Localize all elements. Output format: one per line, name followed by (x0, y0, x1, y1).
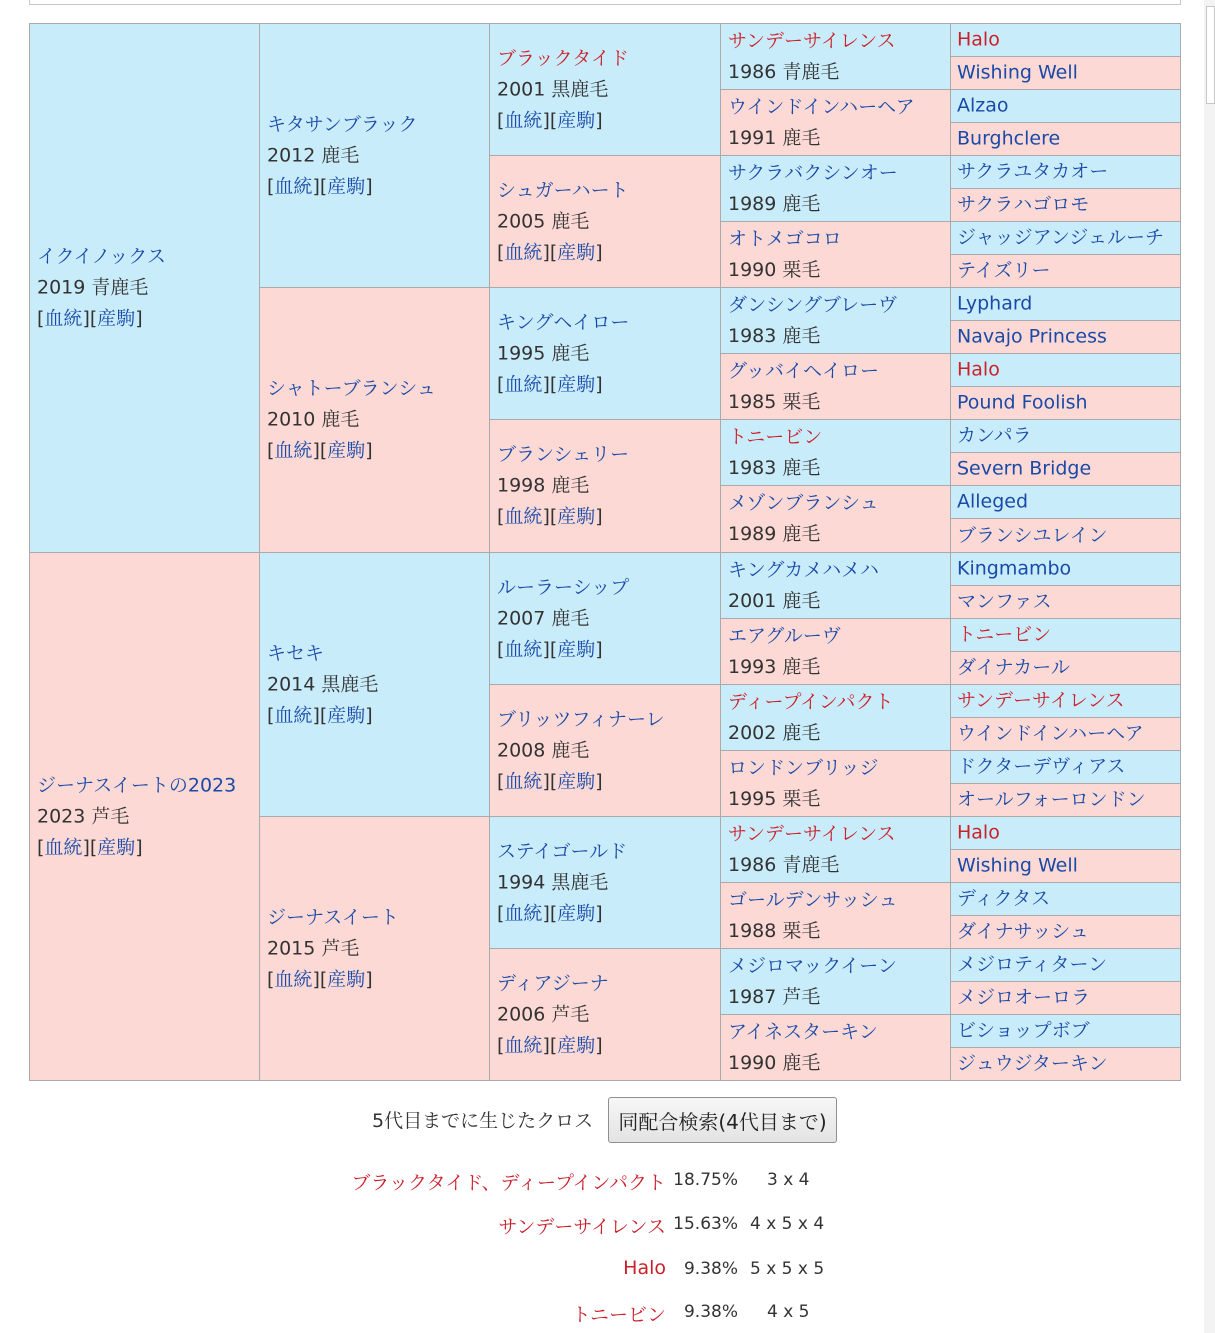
bloodline-link[interactable]: 血統 (274, 439, 313, 462)
horse-birth-color: 1991 鹿毛 (728, 126, 821, 149)
horse-birth-color: 2015 芦毛 (267, 937, 360, 959)
pedigree-cell-gen3 (489, 155, 722, 288)
horse-name-link[interactable]: ジーナスイートの2023 (37, 774, 237, 796)
cross-horse-name: ブラックタイド、ディープインパクト (351, 1172, 666, 1194)
scrollbar-thumb[interactable] (1206, 6, 1215, 104)
bloodline-link[interactable]: 血統 (504, 1034, 543, 1056)
horse-birth-color: 1990 栗毛 (728, 258, 821, 281)
progeny-link[interactable]: 産駒 (327, 175, 366, 197)
pedigree-cell-gen5 (950, 56, 1181, 90)
horse-name-link[interactable]: Wishing Well (957, 61, 1078, 84)
horse-birth-color: 2019 青鹿毛 (37, 276, 149, 299)
pedigree-cell-gen5 (950, 882, 1181, 916)
horse-links: [血統][産駒] (37, 307, 143, 330)
horse-name-link[interactable]: オールフォーロンドン (957, 788, 1146, 811)
pedigree-cell-gen1 (29, 23, 261, 553)
horse-birth-color: 2007 鹿毛 (497, 607, 590, 629)
horse-entry (497, 307, 629, 400)
horse-name-link[interactable]: ルーラーシップ (497, 576, 630, 598)
horse-links: [血統][産駒] (497, 109, 603, 131)
horse-birth-color: 2006 芦毛 (497, 1003, 590, 1025)
bloodline-link[interactable]: 血統 (504, 770, 543, 792)
pedigree-cell-gen4 (720, 816, 952, 883)
pedigree-cell-gen4 (720, 23, 952, 90)
cross-generations: 4 x 5 (767, 1302, 810, 1322)
progeny-link[interactable]: 産駒 (557, 902, 596, 924)
bloodline-link[interactable]: 血統 (274, 968, 313, 990)
horse-name-link[interactable]: アイネスターキン (728, 1020, 878, 1043)
progeny-link[interactable]: 産駒 (97, 307, 136, 330)
pedigree-cell-gen5 (950, 783, 1181, 817)
horse-birth-color: 1986 青鹿毛 (728, 60, 840, 83)
pedigree-cell-gen2 (259, 287, 491, 553)
horse-birth-color: 1989 鹿毛 (728, 192, 821, 215)
bloodline-link[interactable]: 血統 (274, 704, 313, 726)
horse-birth-color: 2012 鹿毛 (267, 144, 360, 166)
pedigree-cell-gen4 (720, 684, 952, 751)
horse-entry (728, 555, 879, 617)
progeny-link[interactable]: 産駒 (557, 109, 596, 131)
horse-name-link[interactable]: マンファス (957, 590, 1052, 613)
horse-entry (497, 704, 665, 797)
bloodline-link[interactable]: 血統 (44, 307, 83, 330)
horse-name-link[interactable]: Halo (957, 821, 1000, 844)
horse-birth-color: 1998 鹿毛 (497, 474, 590, 497)
horse-name-link[interactable]: Halo (957, 28, 1000, 51)
horse-name-link[interactable]: ゴールデンサッシュ (728, 888, 898, 911)
horse-name-link[interactable]: Pound Foolish (957, 391, 1088, 414)
pedigree-cell-gen5 (950, 419, 1181, 453)
horse-links: [血統][産駒] (497, 241, 603, 263)
horse-name-link[interactable]: キングヘイロー (497, 311, 630, 333)
progeny-link[interactable]: 産駒 (327, 439, 366, 462)
pedigree-cell-gen2 (259, 552, 491, 817)
horse-name-link[interactable]: Alleged (957, 490, 1029, 513)
pedigree-cell-gen1 (29, 552, 261, 1081)
pedigree-cell-gen5 (950, 981, 1181, 1015)
horse-entry (728, 621, 841, 683)
cross-percentage: 9.38% (683, 1302, 738, 1322)
horse-birth-color: 1983 鹿毛 (728, 456, 821, 479)
progeny-link[interactable]: 産駒 (97, 836, 136, 858)
pedigree-cell-gen4 (720, 353, 952, 420)
cross-percentage: 9.38% (683, 1259, 738, 1279)
horse-birth-color: 1986 青鹿毛 (728, 853, 840, 876)
pedigree-cell-gen5 (950, 23, 1181, 57)
pedigree-cell-gen5 (950, 618, 1181, 652)
horse-name-link[interactable]: Navajo Princess (957, 325, 1107, 348)
horse-birth-color: 2001 黒鹿毛 (497, 78, 609, 100)
pedigree-cell-gen2 (259, 816, 491, 1081)
horse-name-link[interactable]: キタサンブラック (267, 113, 418, 135)
horse-name-link[interactable]: Wishing Well (957, 854, 1078, 877)
progeny-link[interactable]: 産駒 (557, 770, 596, 792)
pedigree-cell-gen4 (720, 1014, 952, 1081)
horse-name-link[interactable]: サクラバクシンオー (728, 161, 898, 184)
pedigree-cell-gen2 (259, 23, 491, 288)
progeny-link[interactable]: 産駒 (557, 638, 596, 660)
horse-entry (267, 902, 399, 995)
horse-name-link[interactable]: ブラックタイド (497, 47, 629, 69)
pedigree-table (29, 23, 1181, 1080)
horse-birth-color: 1995 鹿毛 (497, 342, 590, 364)
horse-name-link[interactable]: ドクターデヴィアス (957, 755, 1126, 778)
horse-name-link[interactable]: ウインドインハーヘア (957, 722, 1144, 745)
horse-name-link[interactable]: シャトーブランシュ (267, 377, 436, 400)
horse-birth-color: 2010 鹿毛 (267, 408, 360, 431)
horse-name-link[interactable]: ジュウジターキン (957, 1052, 1108, 1075)
horse-birth-color: 1985 栗毛 (728, 390, 821, 413)
pedigree-cell-gen5 (950, 518, 1181, 553)
progeny-link[interactable]: 産駒 (327, 704, 366, 726)
horse-birth-color: 2005 鹿毛 (497, 210, 590, 232)
horse-name-link[interactable]: ディクタス (957, 887, 1051, 910)
horse-birth-color: 1983 鹿毛 (728, 324, 821, 347)
pedigree-cell-gen4 (720, 419, 952, 486)
horse-name-link[interactable]: キングカメハメハ (728, 558, 880, 581)
horse-links: [血統][産駒] (497, 373, 603, 395)
pedigree-cell-gen3 (489, 948, 722, 1081)
horse-links: [血統][産駒] (497, 1034, 603, 1056)
horse-name-link[interactable]: メジロマックイーン (728, 954, 897, 977)
pedigree-cell-gen5 (950, 452, 1181, 486)
pedigree-cell-gen5 (950, 552, 1181, 586)
horse-name-link[interactable]: Kingmambo (957, 557, 1072, 580)
horse-name-link[interactable]: ビショップボブ (957, 1019, 1090, 1042)
horse-birth-color: 1994 黒鹿毛 (497, 871, 609, 893)
pedigree-cell-gen5 (950, 287, 1181, 321)
horse-entry (728, 951, 897, 1013)
pedigree-cell-gen5 (950, 1047, 1181, 1081)
horse-entry (267, 374, 436, 467)
horse-name-link[interactable]: Halo (957, 358, 1000, 381)
cross-generations: 4 x 5 x 4 (750, 1214, 825, 1234)
horse-name-link[interactable]: トニービン (957, 623, 1052, 646)
pedigree-cell-gen5 (950, 188, 1181, 222)
horse-birth-color: 2001 鹿毛 (728, 589, 821, 612)
horse-name-link[interactable]: サンデーサイレンス (957, 689, 1125, 712)
cross-label: 5代目までに生じたクロス (372, 1110, 594, 1132)
pedigree-cell-gen3 (489, 552, 722, 685)
same-mating-search-button[interactable]: 同配合検索(4代目まで) (608, 1097, 837, 1143)
horse-name-link[interactable]: キセキ (267, 642, 325, 664)
pedigree-cell-gen4 (720, 287, 952, 354)
cross-row (0, 1300, 1215, 1326)
bloodline-link[interactable]: 血統 (504, 638, 543, 660)
pedigree-cell-gen4 (720, 882, 952, 949)
horse-name-link[interactable]: シュガーハート (497, 179, 629, 201)
pedigree-cell-gen5 (950, 89, 1181, 123)
horse-name-link[interactable]: ダンシングブレーヴ (728, 293, 898, 316)
horse-name-link[interactable]: ブランシェリー (497, 443, 630, 466)
horse-name-link[interactable]: Alzao (957, 94, 1009, 117)
horse-name-link[interactable]: テイズリー (957, 259, 1051, 282)
horse-entry (37, 242, 166, 335)
horse-links: [血統][産駒] (497, 638, 603, 660)
horse-birth-color: 1993 鹿毛 (728, 655, 821, 678)
horse-entry (728, 488, 879, 550)
horse-entry (497, 43, 629, 136)
horse-name-link[interactable]: カンパラ (957, 424, 1032, 447)
pedigree-cell-gen5 (950, 353, 1181, 387)
pedigree-cell-gen4 (720, 221, 952, 288)
horse-birth-color: 1988 栗毛 (728, 919, 821, 942)
horse-name-link[interactable]: サンデーサイレンス (728, 822, 896, 845)
pedigree-cell-gen5 (950, 717, 1181, 751)
vertical-scrollbar[interactable] (1204, 0, 1215, 1333)
horse-entry (267, 109, 417, 202)
pedigree-cell-gen3 (489, 23, 722, 156)
pedigree-cell-gen3 (489, 287, 722, 420)
horse-entry (728, 819, 896, 881)
horse-name-link[interactable]: サクラハゴロモ (957, 193, 1090, 216)
horse-entry (497, 440, 629, 533)
cross-row (0, 1257, 1215, 1283)
horse-entry (728, 687, 894, 749)
pedigree-cell-gen4 (720, 89, 952, 156)
horse-name-link[interactable]: グッバイヘイロー (728, 359, 880, 382)
horse-entry (728, 885, 897, 947)
pedigree-cell-gen5 (950, 485, 1181, 519)
pedigree-cell-gen5 (950, 1014, 1181, 1048)
pedigree-cell-gen5 (950, 816, 1181, 850)
horse-name-link[interactable]: Burghclere (957, 127, 1061, 150)
horse-name-link[interactable]: Lyphard (957, 292, 1033, 315)
horse-entry (37, 770, 236, 863)
horse-name-link[interactable]: サクラユタカオー (957, 160, 1109, 183)
cross-row (0, 1212, 1215, 1238)
pedigree-cell-gen4 (720, 552, 952, 619)
horse-name-link[interactable]: ステイゴールド (497, 840, 628, 862)
horse-name-link[interactable]: メジロティターン (957, 953, 1108, 976)
pedigree-cell-gen5 (950, 651, 1181, 685)
horse-entry (728, 158, 898, 220)
horse-entry (728, 224, 842, 286)
horse-name-link[interactable]: トニービン (728, 425, 823, 448)
bloodline-link[interactable]: 血統 (504, 241, 543, 263)
cross-percentage: 15.63% (673, 1214, 738, 1234)
horse-entry (497, 175, 629, 268)
horse-name-link[interactable]: ロンドンブリッジ (728, 756, 879, 779)
progeny-link[interactable]: 産駒 (557, 373, 596, 395)
bloodline-link[interactable]: 血統 (504, 902, 543, 924)
cross-horse-name: トニービン (571, 1304, 666, 1326)
cross-percentage: 18.75% (673, 1170, 738, 1190)
horse-birth-color: 2008 鹿毛 (497, 739, 590, 761)
horse-links: [血統][産駒] (37, 836, 143, 858)
cross-generations: 5 x 5 x 5 (750, 1259, 825, 1279)
progeny-link[interactable]: 産駒 (557, 505, 596, 528)
cross-horse-name: Halo (623, 1257, 666, 1279)
pedigree-cell-gen5 (950, 948, 1181, 982)
pedigree-cell-gen3 (489, 816, 722, 949)
horse-birth-color: 1989 鹿毛 (728, 523, 821, 545)
horse-entry (728, 290, 897, 352)
pedigree-cell-gen5 (950, 221, 1181, 255)
horse-entry (728, 92, 915, 154)
horse-entry (267, 638, 378, 731)
horse-entry (728, 422, 822, 484)
horse-name-link[interactable]: Severn Bridge (957, 457, 1092, 480)
horse-entry (728, 356, 879, 418)
horse-name-link[interactable]: ダイナサッシュ (957, 920, 1089, 943)
horse-name-link[interactable]: オトメゴコロ (728, 227, 842, 250)
pedigree-cell-gen5 (950, 254, 1181, 288)
horse-name-link[interactable]: ディープインパクト (728, 690, 894, 713)
horse-entry (728, 1017, 878, 1079)
pedigree-cell-gen4 (720, 750, 952, 817)
bloodline-link[interactable]: 血統 (504, 373, 543, 395)
pedigree-cell-gen4 (720, 485, 952, 553)
horse-birth-color: 1995 栗毛 (728, 787, 821, 810)
pedigree-cell-gen4 (720, 155, 952, 222)
horse-name-link[interactable]: ジーナスイート (267, 906, 399, 928)
pedigree-cell-gen5 (950, 122, 1181, 156)
horse-name-link[interactable]: ブランシユレイン (957, 524, 1108, 546)
horse-name-link[interactable]: ディアジーナ (497, 972, 609, 994)
horse-entry (728, 26, 896, 88)
horse-birth-color: 1987 芦毛 (728, 985, 821, 1008)
horse-birth-color: 2014 黒鹿毛 (267, 673, 379, 695)
horse-name-link[interactable]: メジロオーロラ (957, 986, 1091, 1009)
horse-name-link[interactable]: ブリッツフィナーレ (497, 708, 665, 730)
horse-name-link[interactable]: サンデーサイレンス (728, 29, 896, 52)
pedigree-cell-gen3 (489, 419, 722, 553)
horse-entry (497, 836, 627, 929)
cross-generations: 3 x 4 (767, 1170, 810, 1190)
horse-entry (497, 968, 609, 1061)
pedigree-cell-gen3 (489, 684, 722, 817)
horse-links: [血統][産駒] (497, 770, 603, 792)
previous-section-frame (29, 0, 1181, 5)
progeny-link[interactable]: 産駒 (327, 968, 366, 990)
horse-birth-color: 2023 芦毛 (37, 805, 130, 827)
bloodline-link[interactable]: 血統 (504, 505, 543, 528)
horse-entry (728, 753, 878, 815)
horse-name-link[interactable]: エアグルーヴ (728, 624, 841, 647)
horse-links: [血統][産駒] (267, 704, 373, 726)
pedigree-cell-gen5 (950, 320, 1181, 354)
pedigree-cell-gen5 (950, 155, 1181, 189)
horse-name-link[interactable]: ダイナカール (957, 656, 1070, 679)
pedigree-cell-gen5 (950, 386, 1181, 420)
bloodline-link[interactable]: 血統 (274, 175, 313, 197)
cross-row (0, 1168, 1215, 1194)
horse-birth-color: 2002 鹿毛 (728, 721, 821, 744)
horse-name-link[interactable]: メゾンブランシュ (728, 492, 879, 514)
pedigree-cell-gen5 (950, 684, 1181, 718)
horse-name-link[interactable]: ウインドインハーヘア (728, 95, 915, 118)
progeny-link[interactable]: 産駒 (557, 1034, 596, 1056)
horse-links: [血統][産駒] (497, 902, 603, 924)
horse-links: [血統][産駒] (267, 439, 373, 462)
bloodline-link[interactable]: 血統 (44, 836, 83, 858)
pedigree-cell-gen5 (950, 750, 1181, 784)
horse-links: [血統][産駒] (267, 175, 373, 197)
pedigree-cell-gen5 (950, 915, 1181, 949)
pedigree-cell-gen5 (950, 849, 1181, 883)
progeny-link[interactable]: 産駒 (557, 241, 596, 263)
horse-links: [血統][産駒] (497, 505, 603, 528)
pedigree-cell-gen4 (720, 618, 952, 685)
pedigree-cell-gen4 (720, 948, 952, 1015)
pedigree-cell-gen5 (950, 585, 1181, 619)
horse-entry (497, 572, 629, 665)
horse-birth-color: 1990 鹿毛 (728, 1051, 821, 1074)
horse-links: [血統][産駒] (267, 968, 373, 990)
cross-horse-name: サンデーサイレンス (498, 1216, 666, 1238)
horse-name-link[interactable]: イクイノックス (37, 245, 167, 268)
bloodline-link[interactable]: 血統 (504, 109, 543, 131)
horse-name-link[interactable]: ジャッジアンジェルーチ (957, 226, 1165, 249)
